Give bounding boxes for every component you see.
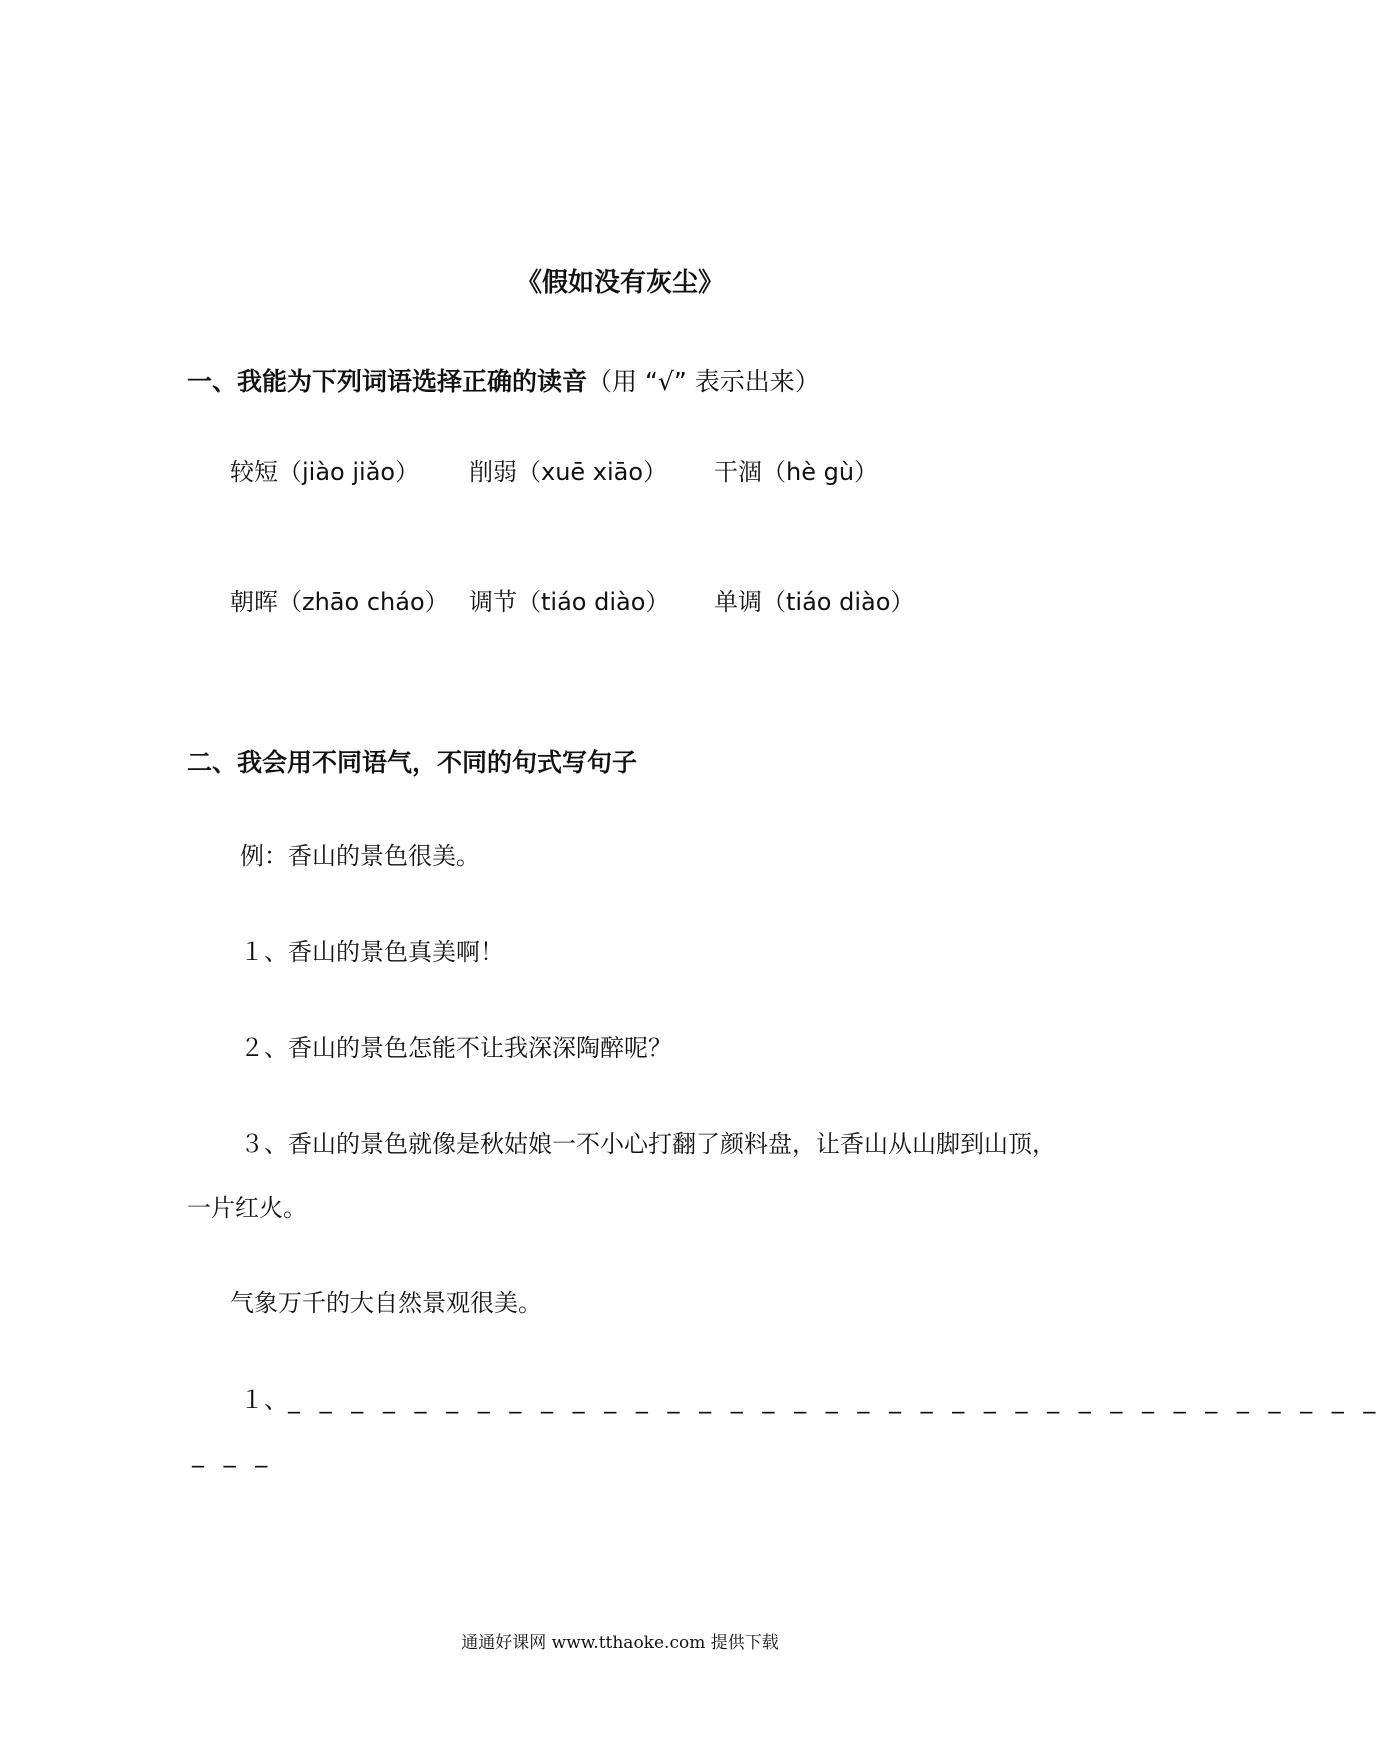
section-1-heading — [187, 362, 820, 398]
page-title: 《假如没有灰尘》 — [515, 268, 724, 298]
word: 较短 — [230, 458, 278, 486]
pinyin-options[interactable]: （hè gù） — [762, 458, 879, 486]
word-item — [714, 452, 878, 487]
pinyin-options[interactable]: （tiáo diào） — [517, 588, 670, 616]
word-item — [469, 452, 667, 487]
word: 削弱 — [469, 458, 517, 486]
word-item — [714, 582, 914, 617]
pinyin-options[interactable]: （tiáo diào） — [762, 588, 915, 616]
prompt-sentence: 气象万千的大自然景观很美。 — [230, 1289, 542, 1317]
word: 干涸 — [714, 458, 762, 486]
word-item — [230, 582, 449, 617]
section-1-heading-text: 一、我能为下列词语选择正确的读音 — [187, 367, 588, 396]
footer-source: 通通好课网 www.tthaoke.com 提供下载 — [461, 1633, 779, 1653]
pinyin-options[interactable]: （xuē xiāo） — [517, 458, 668, 486]
word: 调节 — [469, 588, 517, 616]
section-2-heading: 二、我会用不同语气，不同的句式写句子 — [187, 748, 638, 777]
answer-blank-1[interactable] — [240, 1380, 1381, 1415]
section-1-heading-note: （用 “√” 表示出来） — [587, 367, 820, 396]
word-item — [230, 452, 419, 487]
pinyin-options[interactable]: （zhāo cháo） — [278, 588, 449, 616]
sentence-1: １、香山的景色真美啊！ — [240, 938, 504, 966]
pinyin-options[interactable]: （jiào jiǎo） — [278, 458, 420, 486]
sentence-3-line-1: ３、香山的景色就像是秋姑娘一不小心打翻了颜料盘，让香山从山脚到山顶， — [240, 1130, 1056, 1158]
sentence-2: ２、香山的景色怎能不让我深深陶醉呢？ — [240, 1034, 672, 1062]
answer-blank-continuation[interactable]: _ _ _ — [192, 1440, 274, 1468]
blank-number: １、 — [240, 1386, 288, 1414]
word: 朝晖 — [230, 588, 278, 616]
sentence-3-line-2: 一片红火。 — [187, 1194, 307, 1222]
blank-line[interactable]: _ _ _ _ _ _ _ _ _ _ _ _ _ _ _ _ _ _ _ _ _ _ _ _ _ _ _ _ _ _ _ _ _ _ _ — [288, 1386, 1381, 1414]
example-sentence: 例：香山的景色很美。 — [240, 842, 480, 870]
word: 单调 — [714, 588, 762, 616]
word-item — [469, 582, 669, 617]
